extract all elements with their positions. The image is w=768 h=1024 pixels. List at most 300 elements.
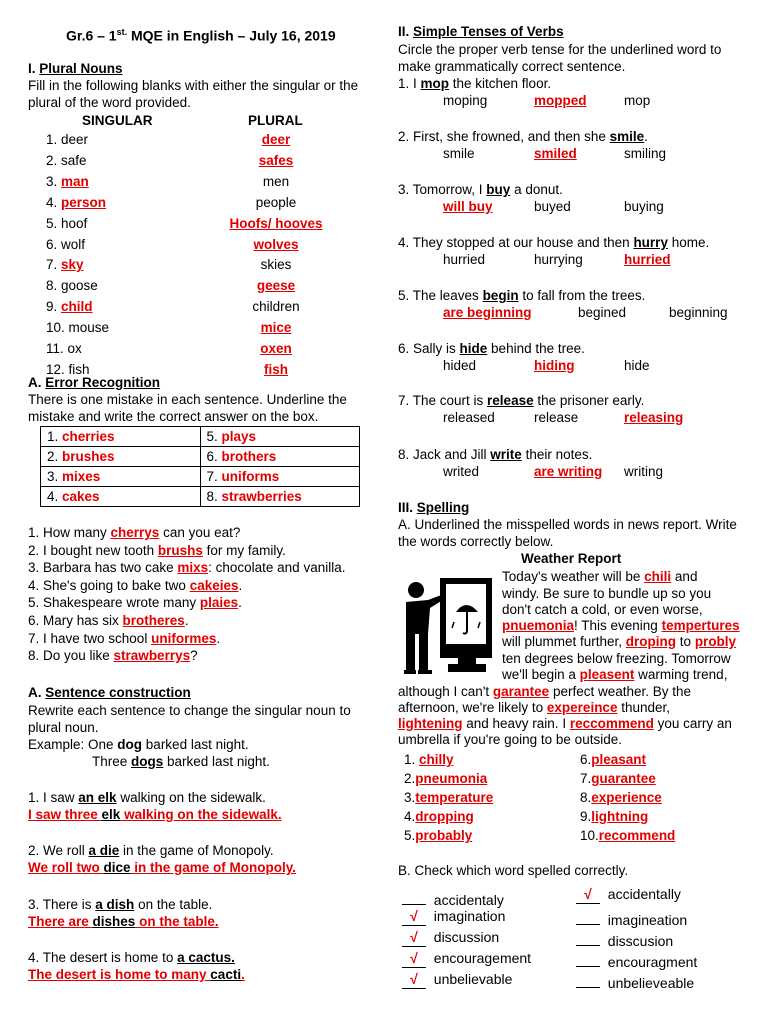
singular-word: safe [61,152,87,168]
report-line [502,601,703,618]
sentence-text: 7. The court is [398,393,488,408]
spelling-answer [580,751,646,768]
item-number: 9. [46,299,62,315]
sentence-text: . [216,630,221,646]
spelling-answer [404,827,472,844]
part1-instruction: plural of the word provided. [28,95,191,110]
cell-answer: cakes [62,489,100,504]
blank-line [402,887,426,905]
singular-noun: an elk [78,790,117,805]
report-text: windy. Be sure to bundle up so you [502,586,712,601]
report-text: Today's weather will be [502,569,645,584]
misspelled-word: lightening [398,716,463,731]
error-sentence [28,577,242,594]
target-verb: hurry [633,235,668,250]
sentence-text: 6. Sally is [398,341,460,356]
check-item [576,970,694,992]
report-line [502,568,697,585]
sentence-text: 5. Shakespeare wrote many [28,595,200,611]
report-text: we'll begin a [502,667,580,682]
sentence-text: . [238,577,243,593]
report-line [502,633,736,650]
blank-line [576,949,600,967]
singular-item [46,277,98,294]
sentence-answer [28,806,282,823]
verb-question [398,287,645,304]
misspelled-word: droping [625,634,677,649]
check-instruction: B. Check which word spelled correctly. [398,863,629,878]
singular-word: ox [67,341,82,356]
plural-word: wolves [253,236,299,252]
option-word: discussion [426,929,500,945]
corrected-word: probably [415,828,473,843]
sentence-text: 8. Jack and Jill [398,447,491,462]
corrected-word: experience [591,790,662,805]
table-cell [200,447,360,467]
table-cell [41,427,201,447]
corrected-word: guarantee [591,771,656,786]
verb-option: begined [578,305,627,320]
sentence-text: 4. They stopped at our house and then [398,235,634,250]
plural-noun: cacti [210,967,242,982]
sentence-instruction: plural noun. [28,720,99,735]
checkmark-icon: √ [402,950,426,968]
plural-noun: elk [101,807,121,822]
plural-word: fish [263,361,288,377]
verb-option: writed [443,464,480,479]
item-number: 7. [46,257,62,273]
verb-question [398,181,563,198]
plural-word: Hoofs/ hooves [229,215,323,231]
spelling-answer [404,751,454,768]
sentence-text: 3. Barbara has two cake [28,560,178,576]
table-cell [200,427,360,447]
report-text: to [676,634,695,649]
cell-number: 8. [206,489,222,504]
sentence-question [28,949,235,966]
report-line [398,715,732,732]
singular-item [46,256,84,273]
table-row [41,427,360,447]
cell-answer: brothers [221,449,277,464]
report-line [502,650,731,667]
check-item [402,950,531,968]
item-number: 4. [46,194,62,210]
error-instruction: mistake and write the correct answer on the box. [28,409,319,424]
check-item [402,908,505,926]
part2-instruction: make grammatically correct sentence. [398,59,626,74]
verb-question [398,75,551,92]
report-text: ! This evening [574,618,662,633]
sentence-text: 8. Do you like [28,648,114,664]
target-verb: smile [609,129,645,144]
spelling-answer [404,808,474,825]
plural-word: skies [260,257,292,273]
col-singular-header: SINGULAR [82,113,153,128]
verb-option: smile [443,146,475,161]
answer-text: The desert is home to many [28,967,211,982]
verb-option: mop [624,93,651,108]
answer-text: on the table. [135,914,219,929]
verb-question [398,234,709,251]
table-cell [41,487,201,507]
report-text: although I can't [398,684,493,699]
singular-noun: a cactus. [177,950,235,965]
option-word: unbelievable [426,971,513,987]
plural-word: geese [256,278,296,294]
part3-instruction: A. Underlined the misspelled words in news report. Write [398,517,737,532]
mistake-word: cakeies [189,577,239,593]
item-number: 4. [404,809,416,824]
cell-number: 1. [47,429,63,444]
verb-option: hiding [534,358,575,373]
option-word: accidentally [600,886,681,902]
sentence-text: . [184,613,189,628]
sentence-text: 6. Mary has six [28,613,123,628]
misspelled-word: expereince [546,700,618,715]
singular-item [46,131,88,148]
report-title: Weather Report [521,551,622,566]
singular-word: child [61,299,93,315]
singular-item [46,152,87,169]
target-verb: buy [486,182,511,197]
plural-word: men [262,173,290,189]
verb-option: mopped [534,93,587,108]
table-cell [200,467,360,487]
plural-noun: dishes [92,914,136,929]
part2-heading: II. Simple Tenses of Verbs [398,24,564,39]
checkmark-icon: √ [576,886,600,904]
sentence-text: for my family. [202,542,286,558]
sentence-text: a donut. [510,182,563,197]
cell-answer: cherries [62,429,115,444]
verb-option: writing [624,464,664,479]
spelling-answer [580,770,656,787]
target-verb: mop [420,76,450,91]
verb-option: will buy [443,199,493,214]
spelling-answer [404,789,493,806]
check-item [402,971,512,989]
verb-option: smiled [534,146,577,161]
col-plural-header: PLURAL [248,113,303,128]
singular-item [46,194,106,211]
item-number: 10. [46,320,69,336]
option-word: encouragment [600,954,698,970]
part2-instruction: Circle the proper verb tense for the underlined word to [398,42,722,57]
item-number: 2. [46,152,62,168]
misspelled-word: reccommend [569,716,654,731]
singular-word: deer [61,132,89,147]
target-verb: begin [482,288,519,303]
option-word: imagination [426,908,506,924]
sentence-text: 2. First, she frowned, and then she [398,129,610,144]
target-verb: write [490,447,522,462]
verb-option: buyed [534,199,571,214]
cell-number: 4. [47,489,63,504]
answer-text: We roll two [28,860,104,875]
misspelled-word: garantee [492,684,550,699]
sentence-text: the kitchen floor. [449,76,552,91]
verb-question [398,392,644,409]
report-text: will plummet further, [502,634,626,649]
page-title: $Gr.6 - 1^{st.}$ MQE in English – July 16, 2019 [66,27,336,44]
misspelled-word: probly [694,634,737,649]
sentence-example: Three dogs barked last night. [92,754,270,769]
sentence-answer [28,966,245,983]
item-number: 1. [404,752,420,767]
corrected-word: lightning [591,809,649,824]
blank-line [576,928,600,946]
report-text: afternoon, we're likely to [398,700,547,715]
spelling-answer [404,770,487,787]
plural-word: mice [260,320,292,336]
cell-number: 5. [206,429,222,444]
plural-noun: dice [103,860,131,875]
singular-word: mouse [68,320,110,336]
singular-item [46,319,109,336]
sentence-text: ? [190,648,198,664]
sentence-text: home. [667,235,710,250]
answer-text: . [241,967,245,982]
corrected-word: pneumonia [415,771,488,786]
report-line [502,666,727,683]
verb-option: are writing [534,464,603,479]
option-word: accidentaly [426,892,504,908]
singular-word: man [61,173,89,189]
target-verb: release [487,393,534,408]
mistake-word: brotheres [122,613,185,628]
item-number: 3. [404,790,416,805]
answer-text: walking on the sidewalk. [120,807,282,822]
sentence-answer [28,913,219,930]
error-answer-table [40,426,360,507]
report-text: and heavy rain. I [462,716,570,731]
check-item [576,928,673,950]
report-line [502,617,740,634]
blank-line [576,907,600,925]
option-word: imagineation [600,912,688,928]
corrected-word: dropping [415,809,474,824]
item-number: 2. [404,771,416,786]
verb-question [398,340,585,357]
table-row [41,447,360,467]
error-sentence [28,542,286,559]
check-item [576,949,697,971]
cell-number: 2. [47,449,63,464]
cell-answer: strawberries [221,489,302,504]
sentence-text: 1. I [398,76,421,91]
item-number: 6. [580,752,592,767]
sentence-text: 1. How many [28,525,111,540]
item-number: 8. [580,790,592,805]
cell-number: 3. [47,469,63,484]
plural-word: oxen [260,341,292,356]
sentence-text: 1. I saw [28,790,79,805]
report-line [502,585,711,602]
misspelled-word: pnuemonia [502,618,575,633]
verb-option: hurried [624,252,671,267]
blank-line [576,970,600,988]
sentence-question [28,842,274,859]
item-number: 7. [580,771,592,786]
misspelled-word: tempertures [661,618,740,633]
mistake-word: plaies [199,595,239,611]
sentence-text: on the table. [134,897,213,912]
misspelled-word: pleasent [579,667,635,682]
report-line [398,699,670,716]
target-verb: hide [459,341,488,356]
item-number: 3. [46,173,62,189]
sentence-text: 2. I bought new tooth [28,542,158,558]
item-number: 12. [46,361,69,377]
verb-option: release [534,410,579,425]
option-word: disscusion [600,933,674,949]
sentence-text: 7. I have two school [28,630,152,646]
report-text: warming trend, [634,667,728,682]
corrected-word: recommend [598,828,676,843]
error-sentence [28,630,220,647]
answer-text: There are [28,914,93,929]
sentence-text: 4. She's going to bake two [28,577,190,593]
singular-word: hoof [61,215,88,231]
corrected-word: chilly [419,752,454,767]
part1-heading: I. Plural Nouns [28,61,123,76]
item-number: 10. [580,828,599,843]
spelling-answer [580,789,662,806]
sentence-text: 3. There is [28,897,96,912]
mistake-word: cherrys [110,525,160,540]
sentence-text: to fall from the trees. [518,288,646,303]
singular-word: wolf [61,236,86,252]
verb-question [398,128,648,145]
sentence-answer [28,859,296,876]
error-sentence [28,524,240,541]
report-text: thunder, [617,700,670,715]
item-number: 5. [404,828,416,843]
check-item [576,886,681,904]
error-sentence [28,612,189,629]
answer-text: I saw three [28,807,102,822]
plural-word: people [255,194,297,210]
plural-word: deer [261,132,291,147]
error-sentence [28,594,242,611]
table-row [41,467,360,487]
report-line [398,731,622,748]
verb-option: hided [443,358,477,373]
sentence-text: behind the tree. [487,341,585,356]
sentence-text: walking on the sidewalk. [116,790,266,805]
cell-number: 6. [206,449,222,464]
report-text: umbrella if you're going to be outside. [398,732,622,747]
check-item [402,929,499,947]
sentence-text: 2. We roll [28,843,89,858]
sentence-text: . [238,595,242,611]
spelling-answer [580,827,675,844]
verb-option: beginning [669,305,728,320]
singular-word: goose [61,278,98,294]
error-sentence [28,647,198,664]
item-number: 6. [46,236,62,252]
table-cell [41,447,201,467]
table-cell [41,467,201,487]
table-row [41,487,360,507]
report-text: you carry an [653,716,732,731]
sentence-text: their notes. [521,447,593,462]
part3-heading: III. Spelling [398,500,470,515]
sentence-text: can you eat? [159,525,241,540]
corrected-word: temperature [415,790,494,805]
singular-item [46,298,93,315]
sentence-text: . [644,129,648,144]
check-item [402,887,504,909]
sentence-example: Example: One dog barked last night. [28,737,249,752]
plural-word: children [252,299,300,315]
report-text: and [671,569,698,584]
singular-item [46,236,85,253]
mistake-word: mixs [177,560,209,576]
option-word: unbelieveable [600,975,695,991]
singular-word: person [61,194,107,210]
verb-option: moping [443,93,488,108]
verb-option: buying [624,199,664,214]
sentence-text: 3. Tomorrow, I [398,182,487,197]
check-item [576,907,687,929]
sentence-instruction: Rewrite each sentence to change the singular noun to [28,703,351,718]
report-text: perfect weather. By the [549,684,692,699]
verb-option: hide [624,358,650,373]
report-text: don't catch a cold, or even worse, [502,602,703,617]
sentence-text: in the game of Monopoly. [119,843,274,858]
verb-option: are beginning [443,305,532,320]
item-number: 8. [46,278,62,294]
checkmark-icon: √ [402,971,426,989]
verb-question [398,446,592,463]
verb-option: hurrying [534,252,583,267]
error-sentence [28,559,345,576]
singular-noun: a dish [95,897,135,912]
mistake-word: uniformes [151,630,217,646]
cell-answer: mixes [62,469,101,484]
table-cell [200,487,360,507]
mistake-word: brushs [157,542,203,558]
checkmark-icon: √ [402,929,426,947]
sentence-text: : chocolate and vanilla. [208,560,346,576]
mistake-word: strawberrys [113,648,191,664]
sentence-heading: A. Sentence construction [28,685,191,700]
item-number: 5. [46,215,62,231]
part1-instruction: Fill in the following blanks with either the singular or the [28,78,359,93]
singular-word: sky [61,257,84,273]
sentence-text: the prisoner early. [533,393,645,408]
spelling-answer [580,808,648,825]
option-word: encouragement [426,950,532,966]
sentence-text: 4. The desert is home to [28,950,178,965]
singular-item [46,340,82,357]
presenter-illustration [398,572,498,680]
sentence-question [28,789,266,806]
misspelled-word: chili [644,569,672,584]
verb-option: smiling [624,146,667,161]
cell-number: 7. [206,469,222,484]
item-number: 9. [580,809,592,824]
singular-item [46,215,87,232]
cell-answer: uniforms [221,469,280,484]
singular-word: fish [68,361,90,377]
report-line [398,683,691,700]
answer-text: in the game of Monopoly. [130,860,297,875]
checkmark-icon: √ [402,908,426,926]
report-text: ten degrees below freezing. Tomorrow [502,651,731,666]
